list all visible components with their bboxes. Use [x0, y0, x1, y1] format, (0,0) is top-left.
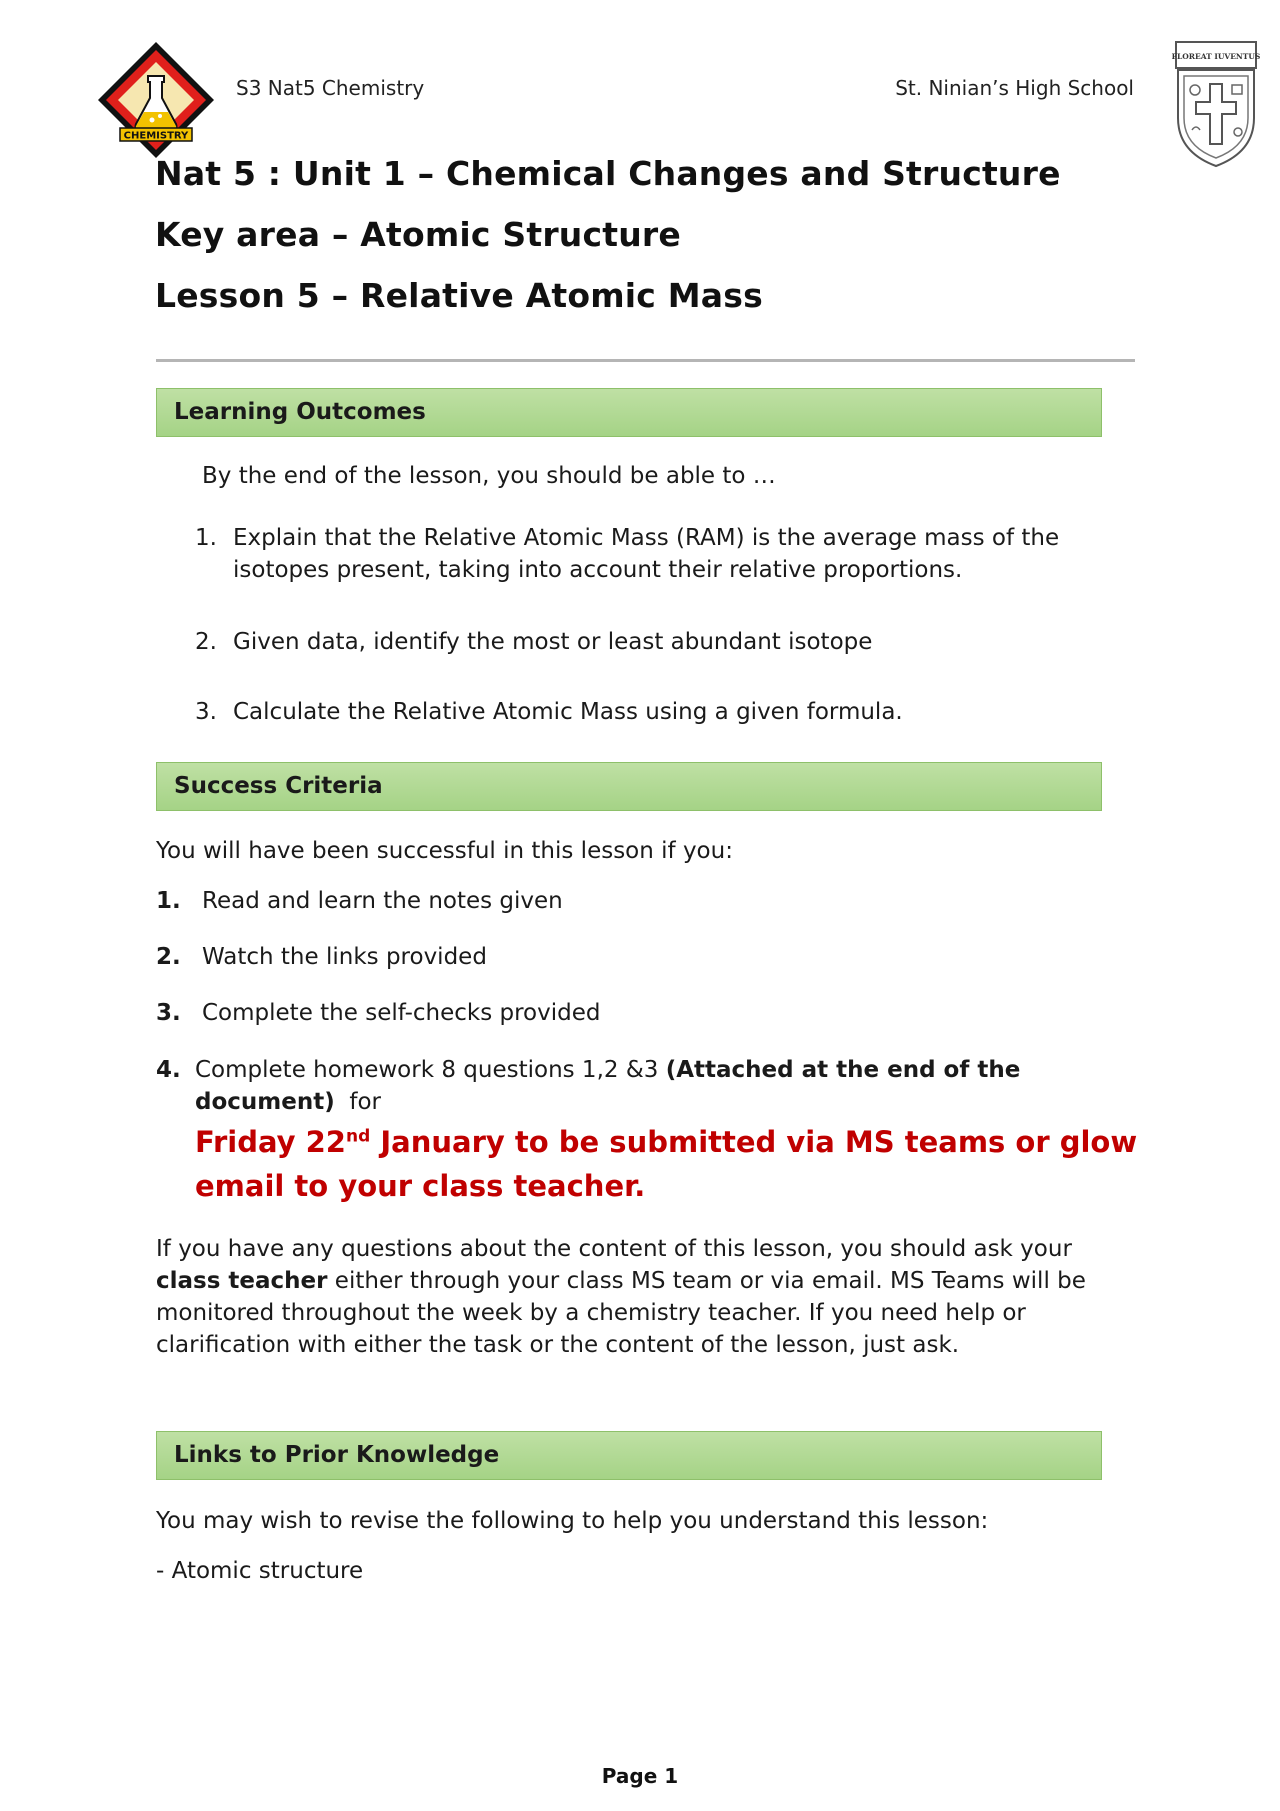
- deadline-details: January to be submitted via MS teams or glow email to your class teacher.: [195, 1125, 1138, 1203]
- outcome-text-3: Calculate the Relative Atomic Mass using a given formula.: [233, 699, 903, 725]
- homework-attached-note: (Attached at the end of the document): [195, 1057, 1021, 1115]
- school-crest: [1170, 40, 1262, 168]
- prior-knowledge-item-1: - Atomic structure: [156, 1558, 364, 1584]
- questions-text-1: If you have any questions about the content of this lesson, you should ask your: [156, 1236, 1072, 1262]
- questions-text-2: either through your class MS team or via email. MS Teams will be monitored throughout the week by a chemistry teacher. If you need help or clarification with either the task or the content of the lesson, just ask.: [156, 1268, 1086, 1358]
- questions-paragraph: [156, 1233, 1106, 1361]
- criteria-number-4: 4.: [156, 1057, 181, 1083]
- class-teacher-bold: class teacher: [156, 1268, 328, 1294]
- homework-deadline: [195, 1120, 1155, 1208]
- crest-motto: FLOREAT IUVENTUS: [1171, 52, 1261, 61]
- criteria-number-2: 2.: [156, 944, 181, 970]
- learning-outcomes-heading: Learning Outcomes: [156, 388, 1102, 437]
- deadline-date-suffix: nd: [346, 1126, 371, 1147]
- criteria-number-3: 3.: [156, 1000, 181, 1026]
- lesson-title: Lesson 5 – Relative Atomic Mass: [155, 276, 763, 315]
- key-area-title: Key area – Atomic Structure: [155, 215, 681, 254]
- header-school: St. Ninian’s High School: [895, 76, 1134, 100]
- outcome-text-1: Explain that the Relative Atomic Mass (RAM) is the average mass of the isotopes present, taking into account their relative proportions.: [233, 525, 1060, 583]
- prior-knowledge-heading: Links to Prior Knowledge: [156, 1431, 1102, 1480]
- chemistry-logo: [96, 40, 216, 160]
- criteria-number-1: 1.: [156, 888, 181, 914]
- outcome-number-1: 1.: [195, 525, 217, 551]
- outcome-number-2: 2.: [195, 629, 217, 655]
- criteria-text-4: [195, 1054, 1075, 1118]
- page-number: Page 1: [601, 1764, 679, 1788]
- title-divider: [156, 359, 1135, 362]
- homework-for: for: [334, 1089, 381, 1115]
- homework-text: Complete homework 8 questions 1,2 &3: [195, 1057, 666, 1083]
- deadline-date: Friday 22: [195, 1125, 346, 1159]
- criteria-text-3: Complete the self-checks provided: [202, 1000, 601, 1026]
- logo-label: CHEMISTRY: [123, 130, 189, 142]
- criteria-text-2: Watch the links provided: [202, 944, 487, 970]
- unit-title: Nat 5 : Unit 1 – Chemical Changes and Structure: [155, 154, 1061, 193]
- criteria-text-1: Read and learn the notes given: [202, 888, 563, 914]
- outcome-text-2: Given data, identify the most or least abundant isotope: [233, 629, 873, 655]
- learning-outcomes-intro: By the end of the lesson, you should be able to …: [202, 463, 776, 489]
- header-course: S3 Nat5 Chemistry: [236, 76, 425, 100]
- prior-knowledge-intro: You may wish to revise the following to help you understand this lesson:: [156, 1508, 989, 1534]
- outcome-number-3: 3.: [195, 699, 217, 725]
- success-criteria-heading: Success Criteria: [156, 762, 1102, 811]
- success-criteria-intro: You will have been successful in this lesson if you:: [156, 838, 733, 864]
